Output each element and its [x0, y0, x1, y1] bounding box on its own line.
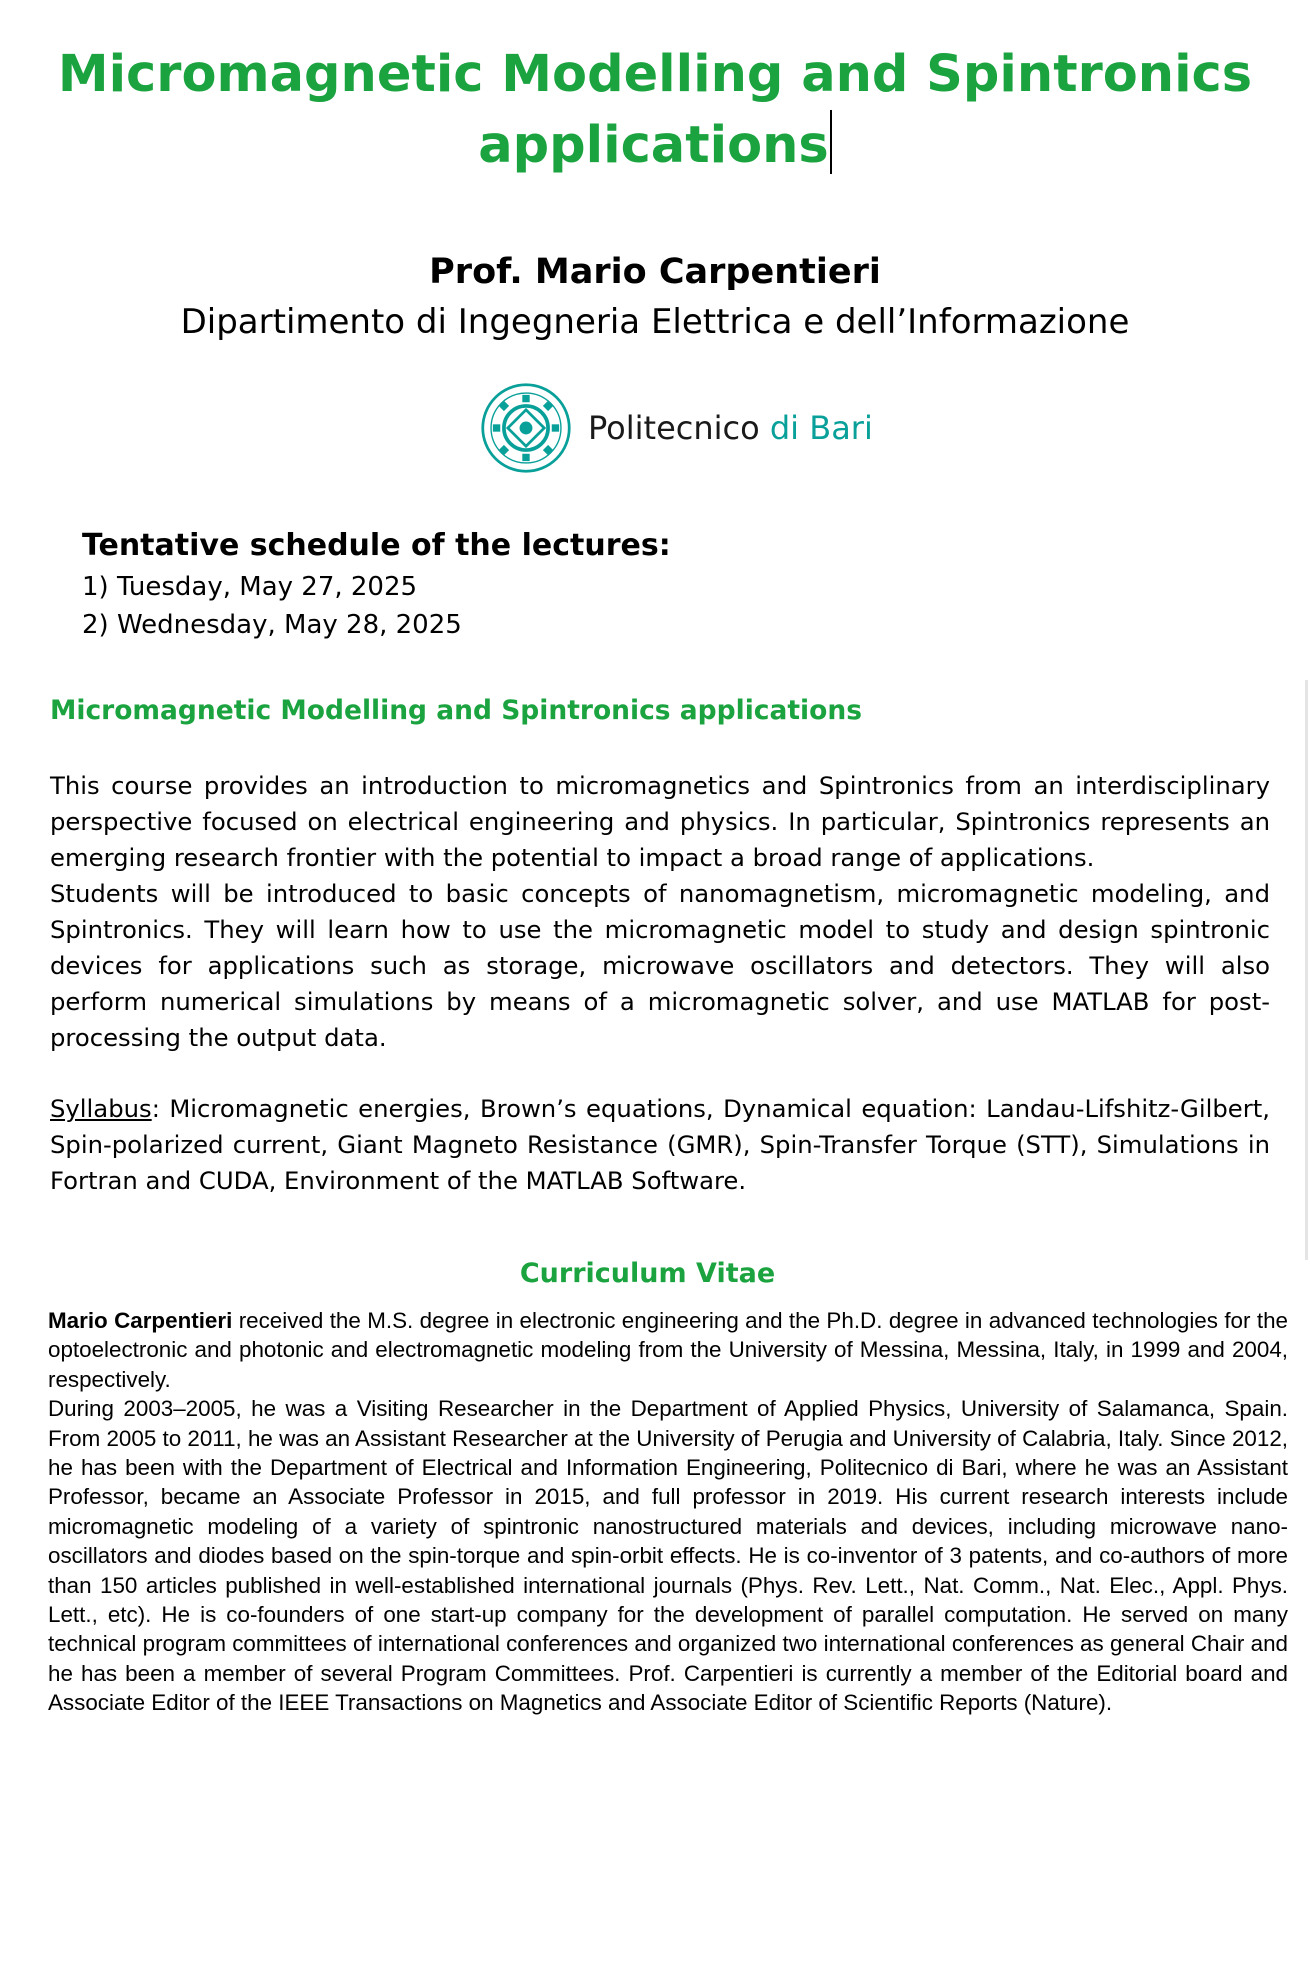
title-line-1: Micromagnetic Modelling and Spintronics	[57, 45, 1253, 104]
page-edge-divider	[1305, 680, 1308, 1260]
cv-heading: Curriculum Vitae	[519, 1258, 776, 1289]
logo-name-teal: di Bari	[769, 409, 873, 447]
cv-paragraph: During 2003–2005, he was a Visiting Researcher in the Department of Applied Physics, University of Salamanca, Spain. From 2005 to 2011, he was an Assistant Researcher at the University of Perugia and University of Calabria, Italy. Since 2012, he has been with the Department of Electrical and Information Engineering, Politecnico di Bari, where he was an Assistant Professor, became an Associate Professor in 2015, and full professor in 2019. His current research interests include micromagnetic modeling of a variety of spintronic nanostructured materials and devices, including microwave nano-oscillators and diodes based on the spin-torque and spin-orbit effects. He is co-inventor of 3 patents, and co-authors of more than 150 articles published in well-established international journals (Phys. Rev. Lett., Nat. Comm., Nat. Elec., Appl. Phys. Lett., etc). He is co-founders of one start-up company for the development of parallel computation. He served on many technical program committees of international conferences and organized two international conferences as general Chair and he has been a member of several Program Committees. Prof. Carpentieri is currently a member of the Editorial board and Associate Editor of the IEEE Transactions on Magnetics and Associate Editor of Scientific Reports (Nature).	[48, 1396, 1288, 1716]
page-title	[0, 40, 1310, 181]
course-heading: Micromagnetic Modelling and Spintronics applications	[50, 695, 862, 726]
syllabus-label: Syllabus	[50, 1094, 152, 1123]
course-paragraph: This course provides an introduction to micromagnetics and Spintronics from an interdisciplinary perspective focused on electrical engineering and physics. In particular, Spintronics represents an emerging research frontier with the potential to impact a broad range of applications.	[50, 771, 1270, 872]
syllabus	[50, 1091, 1270, 1199]
politecnico-logo	[480, 382, 880, 478]
logo-name-dark: Politecnico	[588, 409, 760, 447]
logo-wordmark	[588, 406, 873, 450]
university-seal-icon	[480, 382, 572, 474]
course-paragraph: Students will be introduced to basic concepts of nanomagnetism, micromagnetic modeling, and Spintronics. They will learn how to use the micromagnetic model to study and design spintronic devices for applications such as storage, microwave oscillators and detectors. They will also perform numerical simulations by means of a micromagnetic solver, and use MATLAB for post-processing the output data.	[50, 879, 1270, 1052]
department-name: Dipartimento di Ingegneria Elettrica e dell’Informazione	[180, 302, 1130, 342]
schedule-heading: Tentative schedule of the lectures:	[82, 528, 671, 563]
schedule-item: 1) Tuesday, May 27, 2025	[82, 572, 418, 602]
title-line-2: applications	[478, 116, 829, 175]
cv-body	[48, 1306, 1288, 1718]
syllabus-text: : Micromagnetic energies, Brown’s equations, Dynamical equation: Landau-Lifshitz-Gilbert, Spin-polarized current, Giant Magneto Resistance (GMR), Spin-Transfer Torque (STT), Simulations in Fortran and CUDA, Environment of the MATLAB Software.	[50, 1094, 1270, 1195]
cv-paragraph	[48, 1306, 1288, 1394]
schedule-item: 2) Wednesday, May 28, 2025	[82, 610, 462, 640]
schedule-list	[82, 568, 462, 644]
cv-paragraph-1-text: received the M.S. degree in electronic engineering and the Ph.D. degree in advanced technologies for the optoelectronic and photonic and electromagnetic modeling from the University of Messina, Messina, Italy, in 1999 and 2004, respectively.	[48, 1308, 1288, 1392]
course-description	[50, 768, 1270, 1056]
professor-name: Prof. Mario Carpentieri	[429, 252, 881, 292]
text-cursor	[830, 110, 832, 174]
cv-name: Mario Carpentieri	[48, 1308, 233, 1333]
